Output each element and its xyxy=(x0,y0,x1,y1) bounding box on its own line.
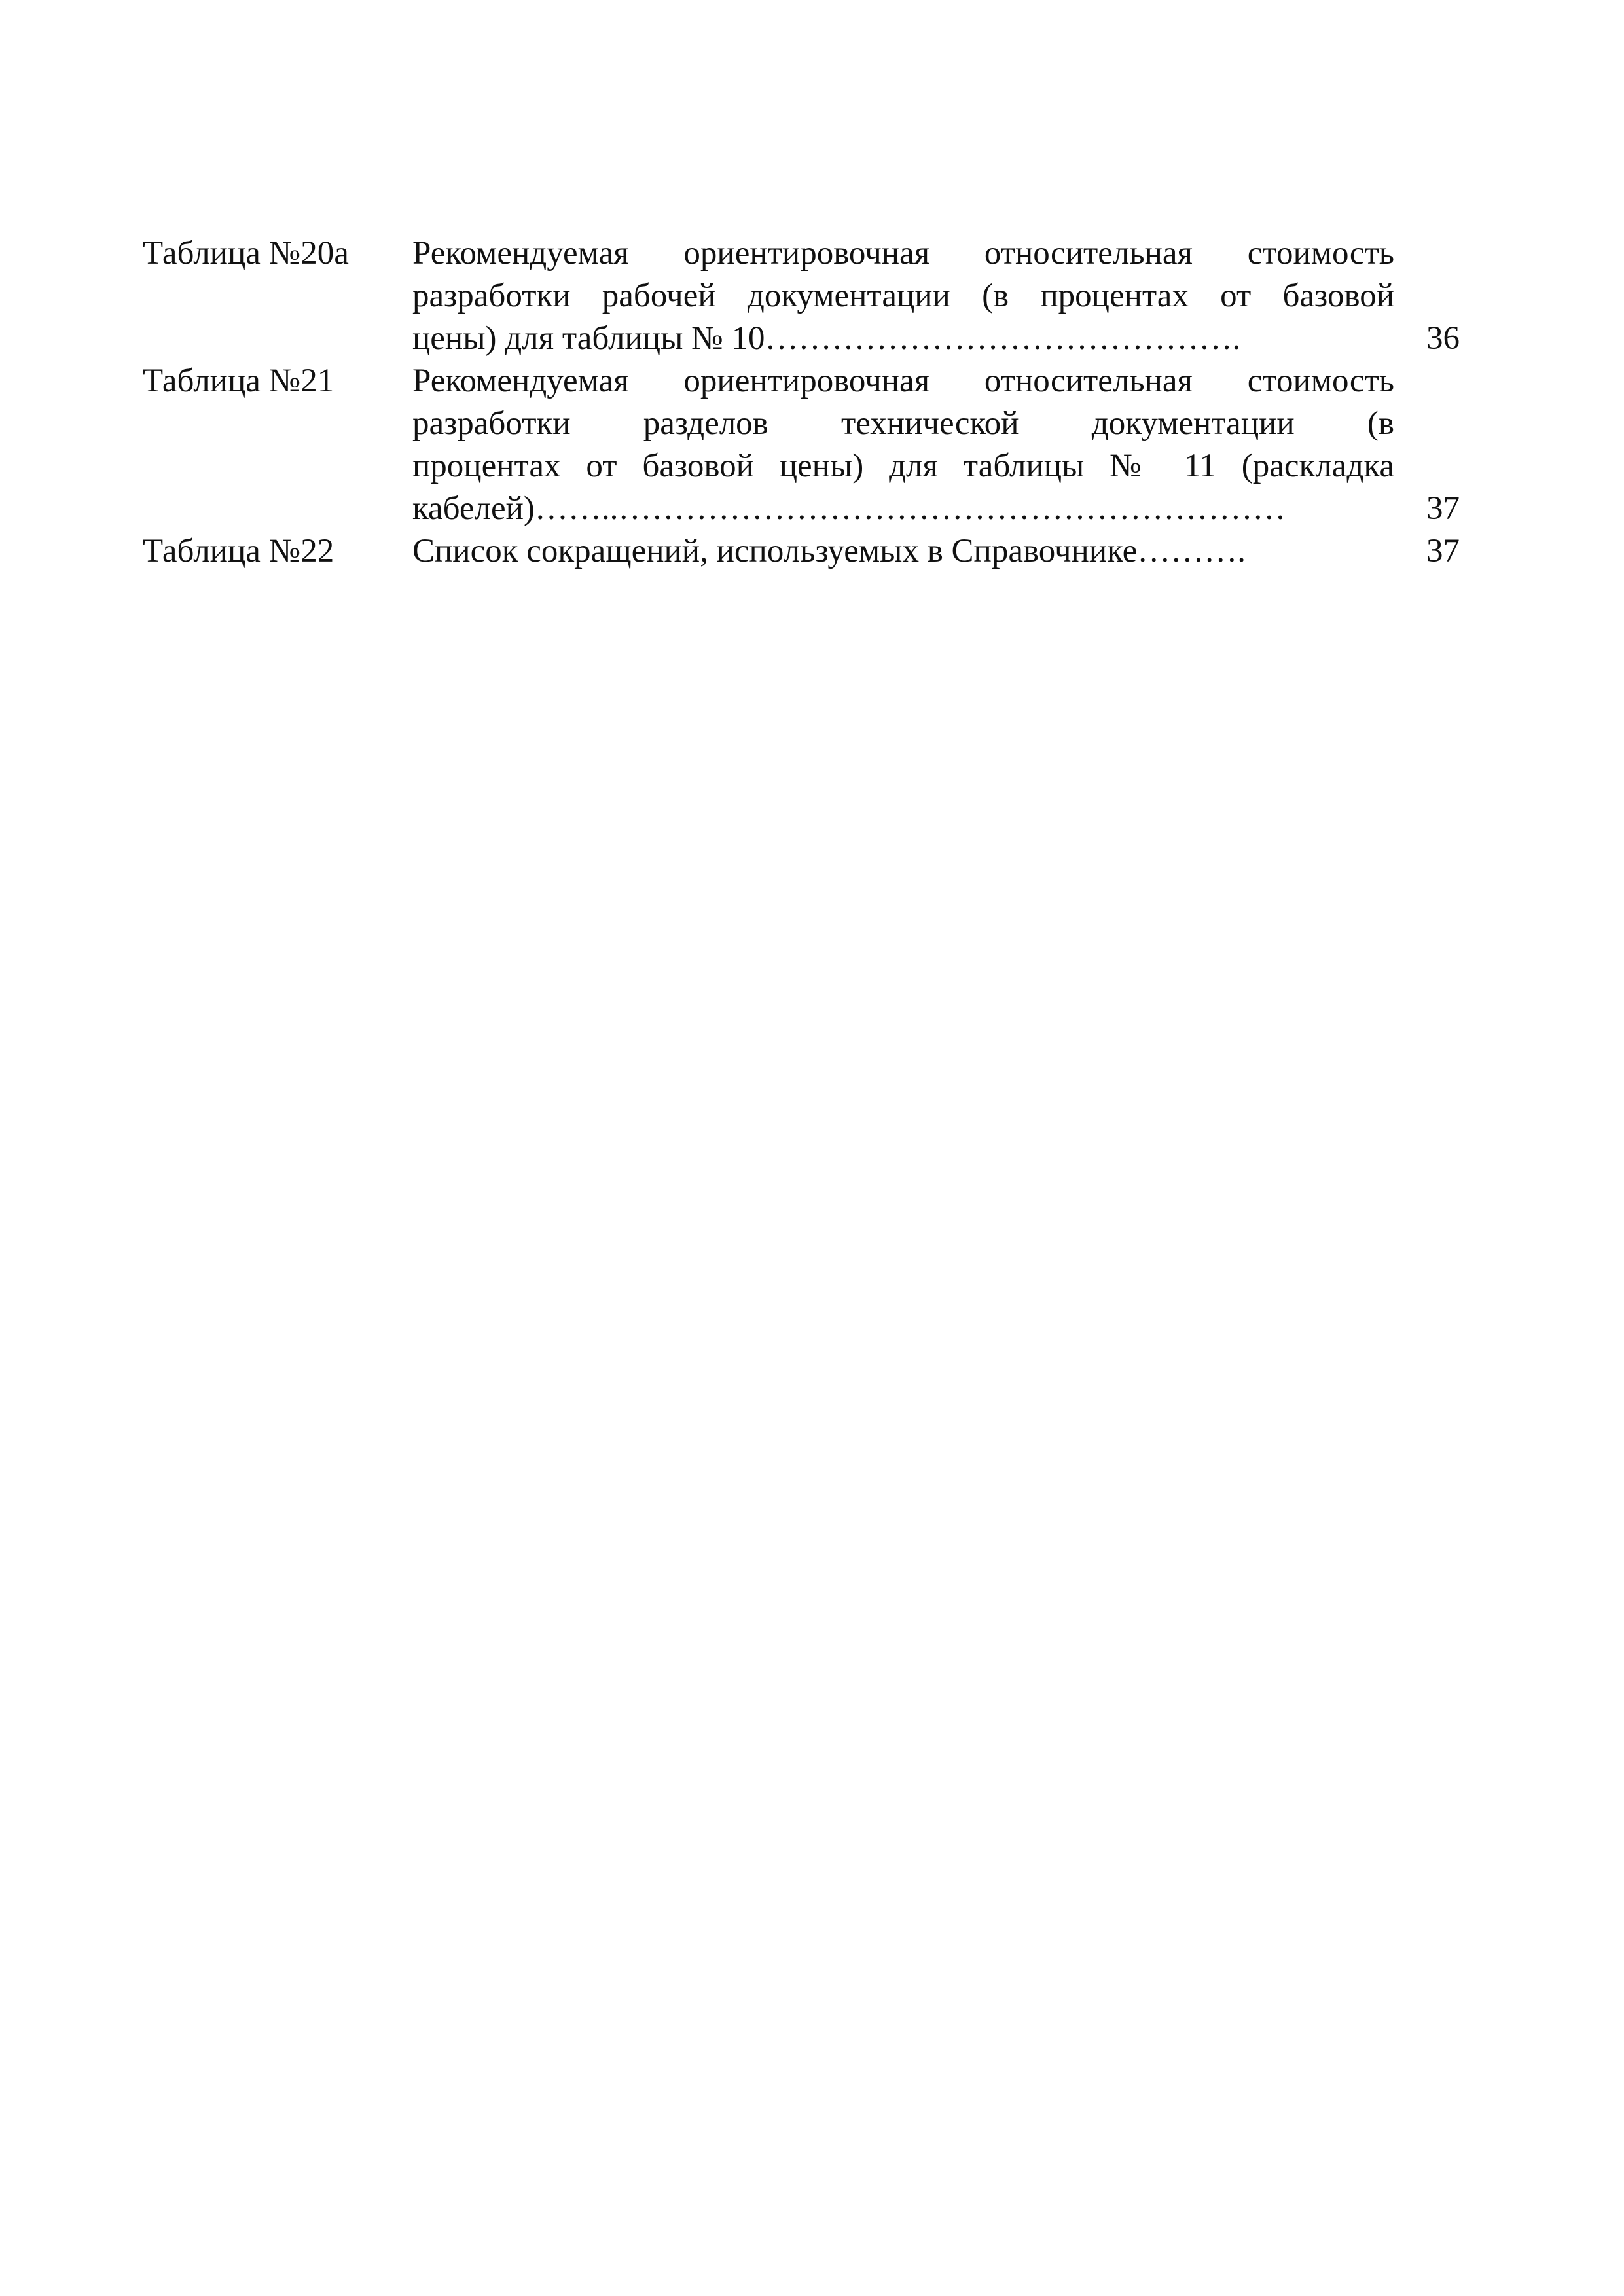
toc-entry-table-22 xyxy=(143,530,1485,573)
toc-entry-table-20a xyxy=(143,232,1485,360)
toc-entry-line: разработки рабочей документации (в процентах от базовой xyxy=(412,278,1394,314)
toc-entry-description xyxy=(412,530,1394,573)
toc-entry-line: процентах от базовой цены) для таблицы № 11 (раскладка xyxy=(412,448,1394,484)
toc-entry-line: цены) для таблицы № 10……………………………………. xyxy=(412,320,1241,357)
toc-entry-line: Список сокращений, используемых в Справочнике………. xyxy=(412,533,1246,569)
toc-entry-page-number: 37 xyxy=(1426,490,1460,527)
toc-entry-line: кабелей)……..…………………………………………………… xyxy=(412,490,1286,527)
toc-entry-line: Рекомендуемая ориентировочная относительная стоимость xyxy=(412,235,1394,272)
toc-entry-label: Таблица №22 xyxy=(143,533,334,569)
toc-entry-description xyxy=(412,232,1394,360)
toc-entry-page-number: 37 xyxy=(1426,533,1460,569)
table-of-contents xyxy=(143,232,1485,573)
toc-entry-line: разработки разделов технической документации (в xyxy=(412,405,1394,442)
toc-entry-page-number: 36 xyxy=(1426,320,1460,357)
toc-entry-line: Рекомендуемая ориентировочная относительная стоимость xyxy=(412,363,1394,399)
toc-entry-table-21 xyxy=(143,360,1485,530)
toc-entry-label: Таблица №21 xyxy=(143,363,334,399)
toc-entry-description xyxy=(412,360,1394,530)
toc-entry-label: Таблица №20а xyxy=(143,235,349,272)
